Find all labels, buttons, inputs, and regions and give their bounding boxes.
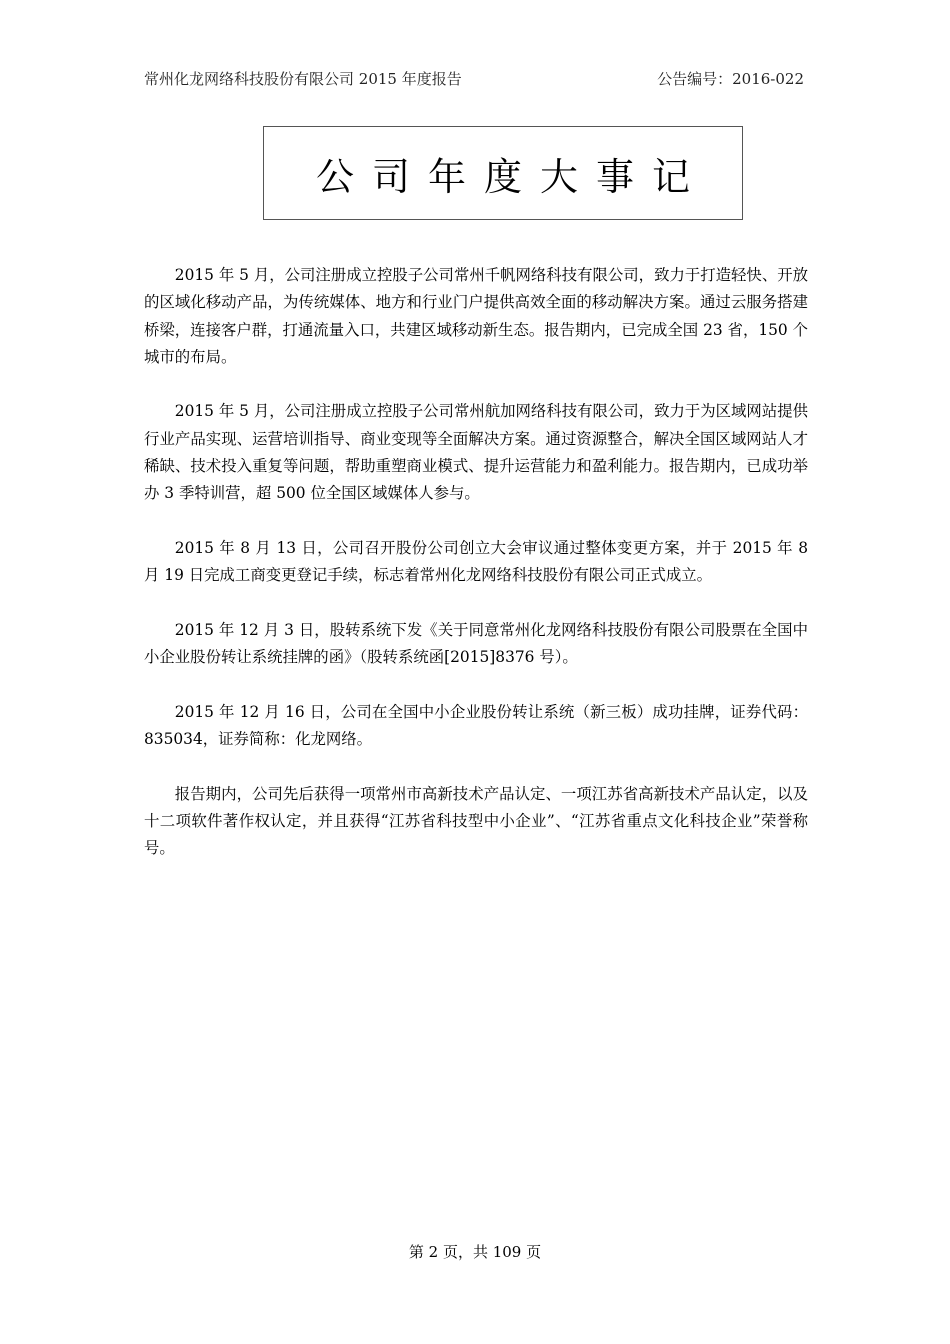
event-paragraph: 2015 年 8 月 13 日，公司召开股份公司创立大会审议通过整体变更方案，并于 2015 年 8 月 19 日完成工商变更登记手续，标志着常州化龙网络科技股份有限公司正式成立。 <box>144 538 808 585</box>
event-paragraph: 报告期内，公司先后获得一项常州市高新技术产品认定、一项江苏省高新技术产品认定，以及十二项软件著作权认定，并且获得“江苏省科技型中小企业”、“江苏省重点文化科技企业”荣誉称号。 <box>144 784 808 858</box>
event-paragraph: 2015 年 5 月，公司注册成立控股子公司常州千帆网络科技有限公司，致力于打造轻快、开放的区域化移动产品，为传统媒体、地方和行业门户提供高效全面的移动解决方案。通过云服务搭建桥梁，连接客户群，打通流量入口，共建区域移动新生态。报告期内，已完成全国 23 省，150 个城市的布局。 <box>144 266 808 366</box>
event-paragraph: 2015 年 12 月 16 日，公司在全国中小企业股份转让系统（新三板）成功挂牌，证券代码：835034，证券简称：化龙网络。 <box>144 702 808 749</box>
event-paragraph: 2015 年 12 月 3 日，股转系统下发《关于同意常州化龙网络科技股份有限公司股票在全国中小企业股份转让系统挂牌的函》（股转系统函[2015]8376 号）。 <box>144 620 808 667</box>
announcement-number: 公告编号：2016-022 <box>657 70 804 88</box>
page-title: 公司年度大事记 <box>315 154 708 199</box>
events-list <box>144 262 808 890</box>
page-number: 第 2 页，共 109 页 <box>408 1243 542 1261</box>
event-paragraph: 2015 年 5 月，公司注册成立控股子公司常州航加网络科技有限公司，致力于为区域网站提供行业产品实现、运营培训指导、商业变现等全面解决方案。通过资源整合，解决全国区域网站人才稀缺、技术投入重复等问题，帮助重塑商业模式、提升运营能力和盈利能力。报告期内，已成功举办 3 季特训营，超 500 位全国区域媒体人参与。 <box>144 402 808 503</box>
title-box <box>263 126 743 220</box>
report-title: 常州化龙网络科技股份有限公司 2015 年度报告 <box>144 70 462 88</box>
